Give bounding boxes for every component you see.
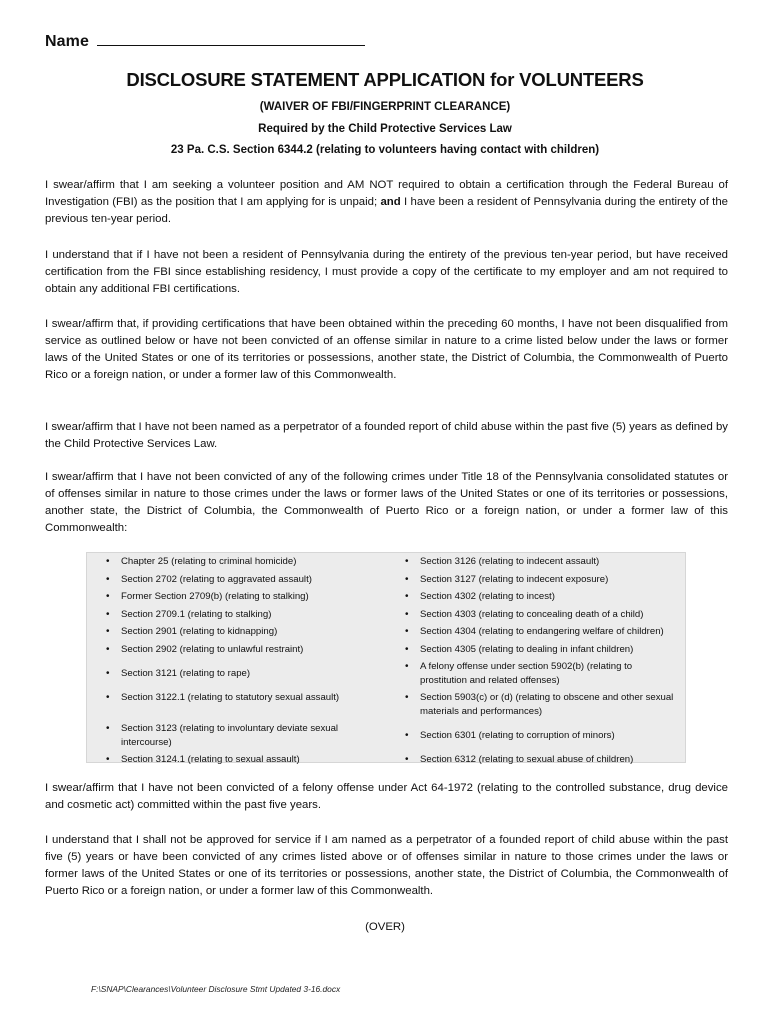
paragraph-volunteer-position — [45, 177, 728, 228]
over-label: (OVER) — [365, 921, 405, 933]
paragraph-crimes-intro: I swear/affirm that I have not been convicted of any of the following crimes under Title 18 of the Pennsylvania consolidated statutes or of offenses similar in nature to those crimes under the laws or former laws of the United States or one of its territories or possessions, another state, the District of Columbia, the Commonwealth of Puerto Rico or a foreign nation, or under a former law of this Commonwealth: — [45, 471, 728, 534]
crime-item: • Section 4302 (relating to incest) — [386, 590, 685, 608]
paragraph-certifications: I swear/affirm that, if providing certifications that have been obtained within the preceding 60 months, I have not been disqualified from service as outlined below or have not been convicted of an offense similar in nature to a crime listed below under the laws or former laws of the United States or one of its territories or possessions, another state, the District of Columbia, the Commonwealth of Puerto Rico or a foreign nation, or under a former law of this Commonwealth. — [45, 318, 728, 381]
crime-item: • Section 2901 (relating to kidnapping) — [87, 625, 386, 643]
name-label: Name — [45, 33, 89, 50]
p1-and: and — [380, 196, 401, 208]
crime-item: • Section 2702 (relating to aggravated assault) — [87, 573, 386, 591]
crime-item: • Section 3123 (relating to involuntary deviate sexual intercourse) — [87, 722, 386, 753]
crime-item: • Section 5903(c) or (d) (relating to obscene and other sexual materials and performances) — [386, 691, 685, 722]
crime-item: • Section 2709.1 (relating to stalking) — [87, 608, 386, 626]
crimes-left-column — [87, 553, 386, 765]
paragraph-felony-act: I swear/affirm that I have not been convicted of a felony offense under Act 64-1972 (relating to the controlled substance, drug device and cosmetic act) committed within the past five years. — [45, 782, 728, 811]
crime-item: • Section 3127 (relating to indecent exposure) — [386, 573, 685, 591]
paragraph-approval: I understand that I shall not be approved for service if I am named as a perpetrator of a founded report of child abuse within the past five (5) years or have been convicted of any crimes listed above or of offenses similar in nature to those crimes under the laws or former laws of the United States or one of its territories or possessions, another state, the District of Columbia, the Commonwealth of Puerto Rico or a foreign nation, or under a former law of this Commonwealth. — [45, 834, 728, 897]
footer-file-path: F:\SNAP\Clearances\Volunteer Disclosure Stmt Updated 3-16.docx — [91, 984, 341, 994]
crime-item: • Section 6301 (relating to corruption of minors) — [386, 722, 685, 753]
p1-text-b: I have been a resident of Pennsylvania during the entirety of the previous ten-year period. — [45, 196, 729, 225]
crime-item: • Section 3126 (relating to indecent assault) — [386, 555, 685, 573]
crime-item: • Section 4304 (relating to endangering welfare of children) — [386, 625, 685, 643]
document-title: DISCLOSURE STATEMENT APPLICATION for VOLUNTEERS — [126, 69, 644, 90]
crime-item: • Section 2902 (relating to unlawful restraint) — [87, 643, 386, 661]
subtitle-section: 23 Pa. C.S. Section 6344.2 (relating to volunteers having contact with children) — [170, 144, 600, 156]
crime-item: • Section 3124.1 (relating to sexual assault) — [87, 753, 386, 771]
crimes-right-column — [386, 553, 685, 765]
name-field[interactable] — [45, 31, 365, 51]
crime-item: • Section 3121 (relating to rape) — [87, 660, 386, 691]
crimes-list-box — [86, 552, 686, 763]
crime-item: • Chapter 25 (relating to criminal homicide) — [87, 555, 386, 573]
p1-text-a: I swear/affirm that I am seeking a volunteer position and AM NOT required to obtain a certification through the Federal Bureau of Investigation (FBI) as the position that I am applying for is unpaid; — [45, 179, 728, 208]
paragraph-residency: I understand that if I have not been a resident of Pennsylvania during the entirety of the previous ten-year period, but have received certification from the FBI since establishing residency, I must provide a copy of the certificate to my employer and am not required to obtain any additional FBI certifications. — [45, 249, 728, 295]
subtitle-required-by: Required by the Child Protective Services Law — [258, 123, 512, 135]
name-blank-line[interactable] — [97, 31, 365, 46]
paragraph-child-abuse: I swear/affirm that I have not been named as a perpetrator of a founded report of child abuse within the past five (5) years as defined by the Child Protective Services Law. — [45, 421, 728, 450]
crime-item: • Section 4303 (relating to concealing death of a child) — [386, 608, 685, 626]
crime-item: • Section 3122.1 (relating to statutory sexual assault) — [87, 691, 386, 722]
crime-item: • Section 4305 (relating to dealing in infant children) — [386, 643, 685, 661]
subtitle-waiver: (WAIVER OF FBI/FINGERPRINT CLEARANCE) — [259, 101, 511, 113]
crime-item: • Section 6312 (relating to sexual abuse of children) — [386, 753, 685, 771]
crime-item: • A felony offense under section 5902(b) (relating to prostitution and related offenses) — [386, 660, 685, 691]
crime-item: • Former Section 2709(b) (relating to stalking) — [87, 590, 386, 608]
